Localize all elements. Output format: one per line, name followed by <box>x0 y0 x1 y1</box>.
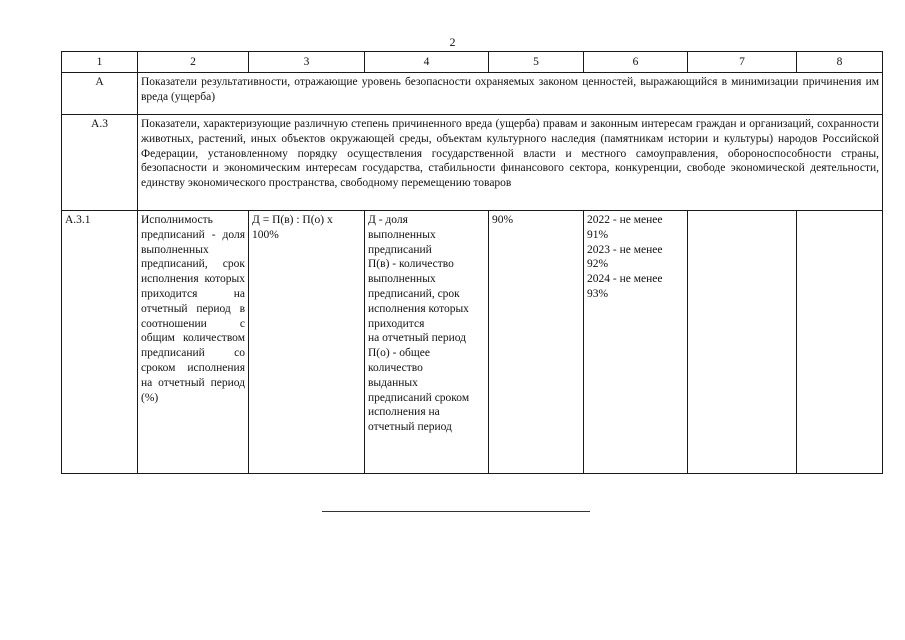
indicator-description: Д - доля выполненных предписаний П(в) - количество выполненных предписаний, срок исполнения которых приходится на отчетный период П(о) - общее количество выданных предписаний сроком исполнения на отчетный период <box>365 211 489 474</box>
indicator-code: А.3.1 <box>62 211 138 474</box>
indicator-target-value: 90% <box>489 211 584 474</box>
section-row-a3 <box>62 115 883 211</box>
header-cell-6: 6 <box>584 52 688 73</box>
footer-separator-line <box>322 511 590 512</box>
page-number: 2 <box>449 35 456 49</box>
section-code: А.3 <box>62 115 138 211</box>
section-text: Показатели результативности, отражающие уровень безопасности охраняемых законом ценностей, выражающийся в минимизации причинения им вреда (ущерба) <box>138 73 883 115</box>
section-code: А <box>62 73 138 115</box>
indicators-table <box>61 51 883 474</box>
header-cell-1: 1 <box>62 52 138 73</box>
indicator-col-7 <box>688 211 797 474</box>
indicator-values-by-year: 2022 - не менее 91% 2023 - не менее 92% 2024 - не менее 93% <box>584 211 688 474</box>
indicator-col-8 <box>797 211 883 474</box>
header-row <box>62 52 883 73</box>
header-cell-7: 7 <box>688 52 797 73</box>
header-cell-5: 5 <box>489 52 584 73</box>
header-cell-4: 4 <box>365 52 489 73</box>
indicator-formula: Д = П(в) : П(о) x 100% <box>249 211 365 474</box>
section-row-a <box>62 73 883 115</box>
header-cell-3: 3 <box>249 52 365 73</box>
section-text: Показатели, характеризующие различную степень причиненного вреда (ущерба) правам и законным интересам граждан и организаций, сохранности животных, растений, иных объектов окружающей среды, объектам культурного наследия (памятникам истории и культуры) народов Российской Федерации, установленному порядку осуществления государственной власти и местного самоуправления, обороноспособности страны, безопасности и экономическим интересам государства, стабильности финансового сектора, конкуренции, свободе экономической деятельности, единству экономического пространства, свободному перемещению товаров <box>138 115 883 211</box>
indicator-row <box>62 211 883 474</box>
header-cell-2: 2 <box>138 52 249 73</box>
indicator-name: Исполнимость предписаний - доля выполненных предписаний, срок исполнения которых приходится на отчетный период в соотношении с общим количеством предписаний со сроком исполнения на отчетный период (%) <box>138 211 249 474</box>
header-cell-8: 8 <box>797 52 883 73</box>
